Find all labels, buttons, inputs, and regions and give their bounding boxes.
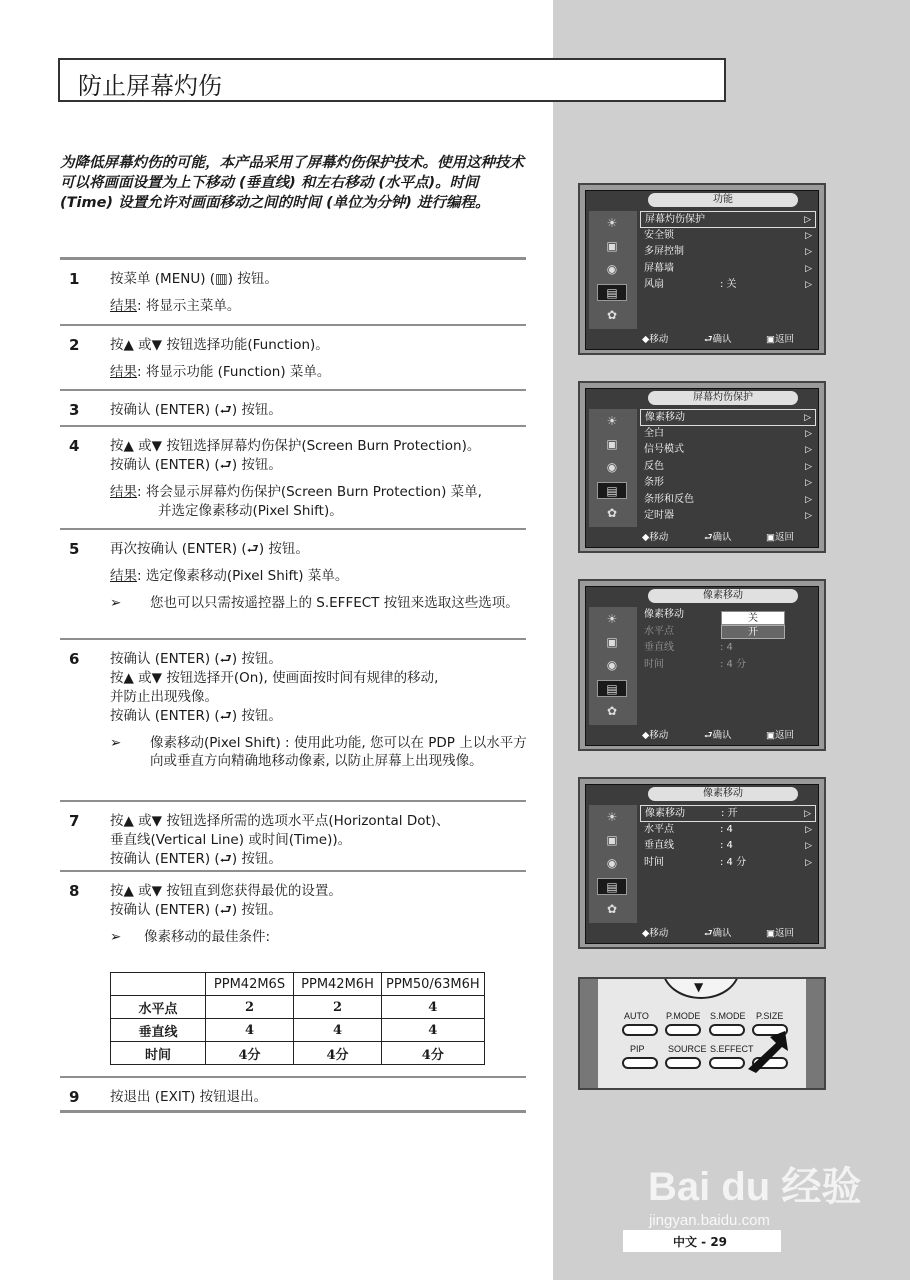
osd-menu-icon: ✿ [606,902,618,916]
arrow-right-icon: ▷ [805,494,812,505]
step-note: ➢ 像素移动(Pixel Shift) : 使用此功能, 您可以在 PDP 上以水平方向或垂直方向精确地移动像素, 以防止屏幕上出现残像。 [110,735,527,769]
step-note: ➢ 您也可以只需按遥控器上的 S.EFFECT 按钮来选取这些选项。 [110,595,519,611]
osd-menu-item: 风扇 : 关 ▷ [640,277,816,294]
step-line: 按确认 (ENTER) (⮐) 按钮。 [110,402,282,418]
down-arrow-icon: ▼ [694,980,704,994]
osd-menu-item: 垂直线 : 4 ▷ [640,838,816,855]
arrow-right-icon: ▷ [805,857,812,868]
osd-menu-item: 全白 ▷ [640,426,816,443]
arrow-right-icon: ▷ [804,215,811,225]
osd-menu-item: 时间 : 4 分 [644,658,747,670]
remote-source-button [665,1057,701,1069]
step-result: 结果: 将显示主菜单。 [110,298,241,314]
osd-enter-hint: ⮐确认 [704,730,732,741]
remote-auto-button [622,1024,658,1036]
note-arrow-icon: ➢ [110,735,122,751]
step-line: 按▲ 或▼ 按钮直到您获得最优的设置。 [110,883,342,899]
osd-menu-icon: ☀ [606,612,618,626]
arrow-right-icon: ▷ [804,809,811,819]
osd-screen-3 [578,579,826,751]
step-number: 8 [69,882,80,900]
osd-menu-list [640,805,816,871]
table-row [111,1042,485,1065]
arrow-right-icon: ▷ [805,428,812,439]
osd-menu-icon: ▤ [597,680,627,697]
osd-popup-option: 开 [721,625,785,639]
arrow-right-icon: ▷ [805,461,812,472]
osd-enter-hint: ⮐确认 [704,334,732,345]
step-line: 按确认 (ENTER) (⮐) 按钮。 [110,851,282,867]
step-line: 按▲ 或▼ 按钮选择所需的选项水平点(Horizontal Dot)、 [110,813,450,829]
pointer-arrow-icon [730,1029,790,1074]
watermark-url: jingyan.baidu.com [649,1212,770,1229]
remote-edge [580,979,598,1090]
osd-menu-item: 像素移动 [644,609,684,620]
osd-menu-icon: ◉ [606,658,618,672]
osd-icon-column [589,211,637,329]
table-row [111,996,485,1019]
intro-text: 为降低屏幕灼伤的可能，本产品采用了屏幕灼伤保护技术。使用这种技术可以将画面设置为上下移动 (垂直线) 和左右移动 (水平点)。时间 (Time) 设置允许对画面移动之间的时间 (单位为分钟) 进行编程。 [60,155,524,211]
osd-menu-icon: ▤ [597,482,627,499]
step-number: 1 [69,270,80,288]
table-row-label: 水平点 [111,996,206,1019]
osd-menu-item: 像素移动 : 开 ▷ [640,805,816,822]
table-cell: 4 [382,1019,485,1042]
osd-menu-icon: ✿ [606,704,618,718]
osd-title: 像素移动 [648,589,798,603]
osd-frame [585,388,819,548]
table-header-cell: PPM50/63M6H [382,973,485,996]
osd-screen-2 [578,381,826,553]
osd-menu-item: 安全锁 ▷ [640,228,816,245]
remote-edge [806,979,824,1090]
osd-icon-column [589,607,637,725]
osd-menu-item: 条形 ▷ [640,475,816,492]
osd-menu-icon: ✿ [606,308,618,322]
step-line: 按确认 (ENTER) (⮐) 按钮。 [110,708,282,724]
osd-menu-item: 屏幕灼伤保护 ▷ [640,211,816,228]
arrow-right-icon: ▷ [805,445,812,455]
osd-enter-hint: ⮐确认 [704,532,732,543]
osd-menu-icon: ▤ [597,878,627,895]
osd-return-hint: ▣返回 [766,928,794,939]
remote-control-illustration [578,977,826,1090]
remote-label-smode: S.MODE [710,1011,746,1021]
osd-footer [638,331,818,345]
osd-menu-icon: ▣ [606,239,618,253]
table-cell: 4 [382,996,485,1019]
step-3 [60,389,526,425]
osd-menu-item: 多屏控制 ▷ [640,244,816,261]
osd-menu-icon: ☀ [606,414,618,428]
osd-menu-item: 水平点 : 4 ▷ [640,822,816,839]
osd-menu-icon: ☀ [606,810,618,824]
step-result: 结果: 将显示功能 (Function) 菜单。 [110,364,331,380]
osd-menu-item: 条形和反色 ▷ [640,492,816,509]
osd-title: 像素移动 [648,787,798,801]
remote-label-pmode: P.MODE [666,1011,701,1021]
step-line: 并防止出现残像。 [110,689,218,705]
bottom-rule [60,1110,526,1113]
osd-menu-item: 定时器 ▷ [640,508,816,525]
note-arrow-icon: ➢ [110,595,122,611]
remote-label-psize: P.SIZE [756,1011,784,1021]
osd-return-hint: ▣返回 [766,730,794,741]
osd-frame [585,784,819,944]
step-number: 6 [69,650,80,668]
remote-label-source: SOURCE [668,1044,707,1054]
step-number: 5 [69,540,80,558]
step-line: 垂直线(Vertical Line) 或时间(Time))。 [110,832,352,848]
arrow-right-icon: ▷ [805,478,812,488]
arrow-right-icon: ▷ [805,841,812,851]
remote-label-seffect: S.EFFECT [710,1044,754,1054]
step-line: 按确认 (ENTER) (⮐) 按钮。 [110,651,282,667]
title-box [58,58,726,102]
osd-screen-4 [578,777,826,949]
osd-menu-icon: ◉ [606,262,618,276]
osd-menu-icon: ✿ [606,506,618,520]
osd-move-hint: ◆移动 [642,928,669,939]
remote-label-pip: PIP [630,1044,645,1054]
osd-menu-item: 信号模式 ▷ [640,442,816,459]
osd-icon-column [589,805,637,923]
step-number: 3 [69,401,80,419]
step-2 [60,324,526,388]
arrow-right-icon: ▷ [805,263,812,274]
osd-enter-hint: ⮐确认 [704,928,732,939]
step-6 [60,638,526,800]
note-arrow-icon: ➢ [110,929,122,945]
step-line: 按▲ 或▼ 按钮选择开(On), 使画面按时间有规律的移动, [110,670,439,686]
step-5 [60,528,526,638]
osd-move-hint: ◆移动 [642,730,669,741]
osd-frame [585,586,819,746]
osd-menu-icon: ☀ [606,216,618,230]
step-line: 按退出 (EXIT) 按钮退出。 [110,1089,268,1105]
watermark-brand: Bai du 经验 [648,1165,862,1209]
step-9 [60,1076,526,1110]
osd-menu-list [640,409,816,525]
osd-move-hint: ◆移动 [642,532,669,543]
osd-menu-icon: ▣ [606,635,618,649]
table-cell: 4 [206,1019,294,1042]
table-cell: 2 [206,996,294,1019]
osd-footer [638,727,818,741]
osd-menu-icon: ▣ [606,833,618,847]
osd-menu-item: 垂直线 : 4 [644,642,733,653]
osd-menu-item: 像素移动 ▷ [640,409,816,426]
osd-return-hint: ▣返回 [766,334,794,345]
osd-menu-icon: ▤ [597,284,627,301]
step-line: 按▲ 或▼ 按钮选择功能(Function)。 [110,337,329,353]
step-7 [60,800,526,870]
step-line: 再次按确认 (ENTER) (⮐) 按钮。 [110,541,309,557]
step-line: 按确认 (ENTER) (⮐) 按钮。 [110,902,282,918]
conditions-table [110,972,485,1065]
step-result: 结果: 选定像素移动(Pixel Shift) 菜单。 [110,568,349,584]
arrow-right-icon: ▷ [805,247,812,257]
table-row [111,1019,485,1042]
remote-pip-button [622,1057,658,1069]
table-row-label: 时间 [111,1042,206,1065]
osd-menu-list [640,211,816,294]
step-4 [60,425,526,527]
table-cell: 4 [294,1019,382,1042]
osd-menu-item: 水平点 [644,625,674,637]
table-header-cell: PPM42M6H [294,973,382,996]
remote-pmode-button [665,1024,701,1036]
step-result-cont: 并选定像素移动(Pixel Shift)。 [158,503,343,519]
arrow-right-icon: ▷ [805,511,812,521]
page-title: 防止屏幕灼伤 [78,72,222,100]
arrow-right-icon: ▷ [805,824,812,835]
osd-menu-icon: ◉ [606,856,618,870]
osd-icon-column [589,409,637,527]
osd-move-hint: ◆移动 [642,334,669,345]
osd-menu-icon: ◉ [606,460,618,474]
table-cell: 4分 [294,1042,382,1065]
osd-popup [721,611,785,639]
step-result: 结果: 将会显示屏幕灼伤保护(Screen Burn Protection) 菜单, [110,484,482,500]
osd-return-hint: ▣返回 [766,532,794,543]
step-line: 按菜单 (MENU) (▥) 按钮。 [110,271,278,287]
osd-screen-1 [578,183,826,355]
step-number: 9 [69,1088,80,1106]
table-cell: 2 [294,996,382,1019]
table-header-row [111,973,485,996]
table-cell: 4分 [382,1042,485,1065]
page-number: 中文 - 29 [673,1235,728,1249]
step-1 [60,257,526,323]
osd-footer [638,529,818,543]
table-row-label: 垂直线 [111,1019,206,1042]
osd-menu-item: 时间 : 4 分 ▷ [640,855,816,872]
osd-popup-option: 关 [721,611,785,625]
step-number: 4 [69,437,80,455]
table-cell: 4分 [206,1042,294,1065]
osd-footer [638,925,818,939]
step-line: 按▲ 或▼ 按钮选择屏幕灼伤保护(Screen Burn Protection)。 [110,438,481,454]
table-corner-cell [111,973,206,996]
osd-frame [585,190,819,350]
step-number: 2 [69,336,80,354]
step-number: 7 [69,812,80,830]
arrow-right-icon: ▷ [805,230,812,241]
arrow-right-icon: ▷ [805,280,812,290]
table-header-cell: PPM42M6S [206,973,294,996]
page-footer [623,1230,781,1252]
osd-menu-icon: ▣ [606,437,618,451]
osd-menu-item: 反色 ▷ [640,459,816,476]
osd-title: 功能 [648,193,798,207]
remote-label-auto: AUTO [624,1011,649,1021]
step-note: ➢ 像素移动的最佳条件: [110,929,271,945]
step-line: 按确认 (ENTER) (⮐) 按钮。 [110,457,282,473]
arrow-right-icon: ▷ [804,413,811,423]
osd-menu-item: 屏幕墙 ▷ [640,261,816,278]
osd-title: 屏幕灼伤保护 [648,391,798,405]
